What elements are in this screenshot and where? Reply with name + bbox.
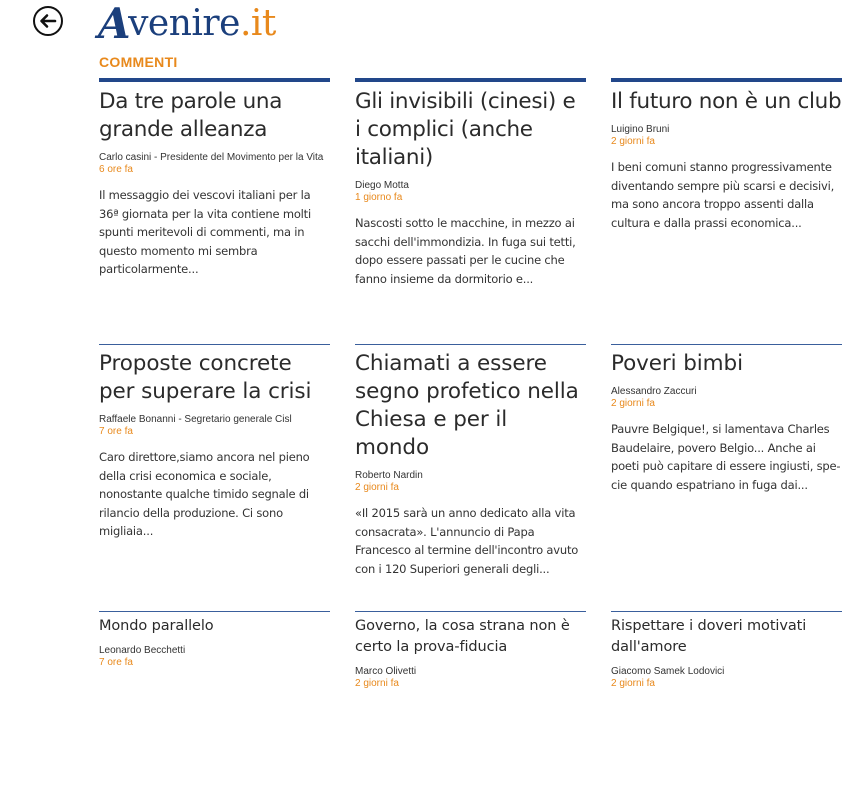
logo-tld: .it — [239, 3, 276, 44]
article-title[interactable]: Chiamati a essere segno profetico nella Chiesa e per il mondo — [355, 351, 579, 460]
article-card[interactable] — [611, 344, 842, 494]
article-title[interactable]: Mondo parallelo — [99, 618, 214, 634]
article-author: Giacomo Samek Lodovici — [611, 666, 725, 677]
article-card[interactable] — [355, 611, 586, 690]
article-title[interactable]: Rispettare i doveri motivati dall'amore — [611, 618, 807, 655]
logo-mark: A — [98, 0, 131, 48]
article-card[interactable] — [99, 611, 330, 669]
article-title[interactable]: Il futuro non è un club — [611, 89, 842, 114]
article-excerpt: «Il 2015 sarà un anno dedicato alla vita consacrata». L'annuncio di Papa Francesco al termine dell'incontro avuto con i 120 Superiori generali degli... — [355, 506, 579, 576]
arrow-left-icon — [39, 12, 57, 30]
article-excerpt: Pauvre Belgique!, si lamentava Charles Baudelaire, povero Belgio... Anche ai poeti può capitare di essere ingiusti, spe-cie quando espatriano in fuga dai... — [611, 422, 841, 492]
article-card[interactable] — [611, 611, 842, 690]
article-excerpt: Nascosti sotto le macchine, in mezzo ai sacchi dell'immondizia. In fuga sui tetti, dopo essere passati per le cucine che fanno insieme da dormitorio e... — [355, 216, 576, 286]
article-card[interactable] — [99, 78, 330, 279]
article-title[interactable]: Da tre parole una grande alleanza — [99, 89, 283, 142]
article-author: Leonardo Becchetti — [99, 645, 186, 656]
article-title[interactable]: Poveri bimbi — [611, 351, 743, 376]
article-card[interactable] — [355, 344, 586, 578]
article-time: 2 giorni fa — [355, 678, 399, 689]
avvenire-logo[interactable] — [98, 0, 276, 48]
article-author: Roberto Nardin — [355, 470, 423, 481]
article-time: 2 giorni fa — [611, 136, 655, 147]
article-author: Luigino Bruni — [611, 124, 670, 135]
logo-name: venire — [128, 3, 240, 44]
article-time: 2 giorni fa — [355, 482, 399, 493]
article-time: 2 giorni fa — [611, 678, 655, 689]
article-time: 1 giorno fa — [355, 192, 403, 203]
article-time: 2 giorni fa — [611, 398, 655, 409]
article-excerpt: Caro direttore,siamo ancora nel pieno della crisi economica e sociale, nonostante qualche timido segnale di rilancio della produzione. Ci sono migliaia... — [99, 450, 310, 538]
article-excerpt: Il messaggio dei vescovi italiani per la 36ª giornata per la vita contiene molti spunti meritevoli di commenti, ma in questo momento mi sembra particolarmente... — [99, 188, 311, 276]
article-card[interactable] — [99, 344, 330, 541]
article-author: Diego Motta — [355, 180, 409, 191]
article-title[interactable]: Proposte concrete per superare la crisi — [99, 351, 312, 404]
article-author: Marco Olivetti — [355, 666, 417, 677]
article-time: 6 ore fa — [99, 164, 133, 175]
article-card[interactable] — [355, 78, 586, 288]
article-time: 7 ore fa — [99, 657, 133, 668]
article-title[interactable]: Governo, la cosa strana non è certo la prova-fiducia — [355, 618, 570, 655]
article-author: Alessandro Zaccuri — [611, 386, 697, 397]
article-excerpt: I beni comuni stanno progressivamente diventando sempre più scarsi e decisivi, ma sono ancora troppo assenti dalla cultura e dalla prassi economica... — [611, 160, 835, 230]
article-author: Raffaele Bonanni - Segretario generale Cisl — [99, 414, 292, 425]
back-button[interactable] — [33, 6, 63, 36]
article-author: Carlo casini - Presidente del Movimento per la Vita — [99, 152, 324, 163]
article-title[interactable]: Gli invisibili (cinesi) e i complici (anche italiani) — [355, 89, 576, 170]
section-title: COMMENTI — [99, 54, 178, 70]
article-time: 7 ore fa — [99, 426, 133, 437]
article-card[interactable] — [611, 78, 842, 232]
